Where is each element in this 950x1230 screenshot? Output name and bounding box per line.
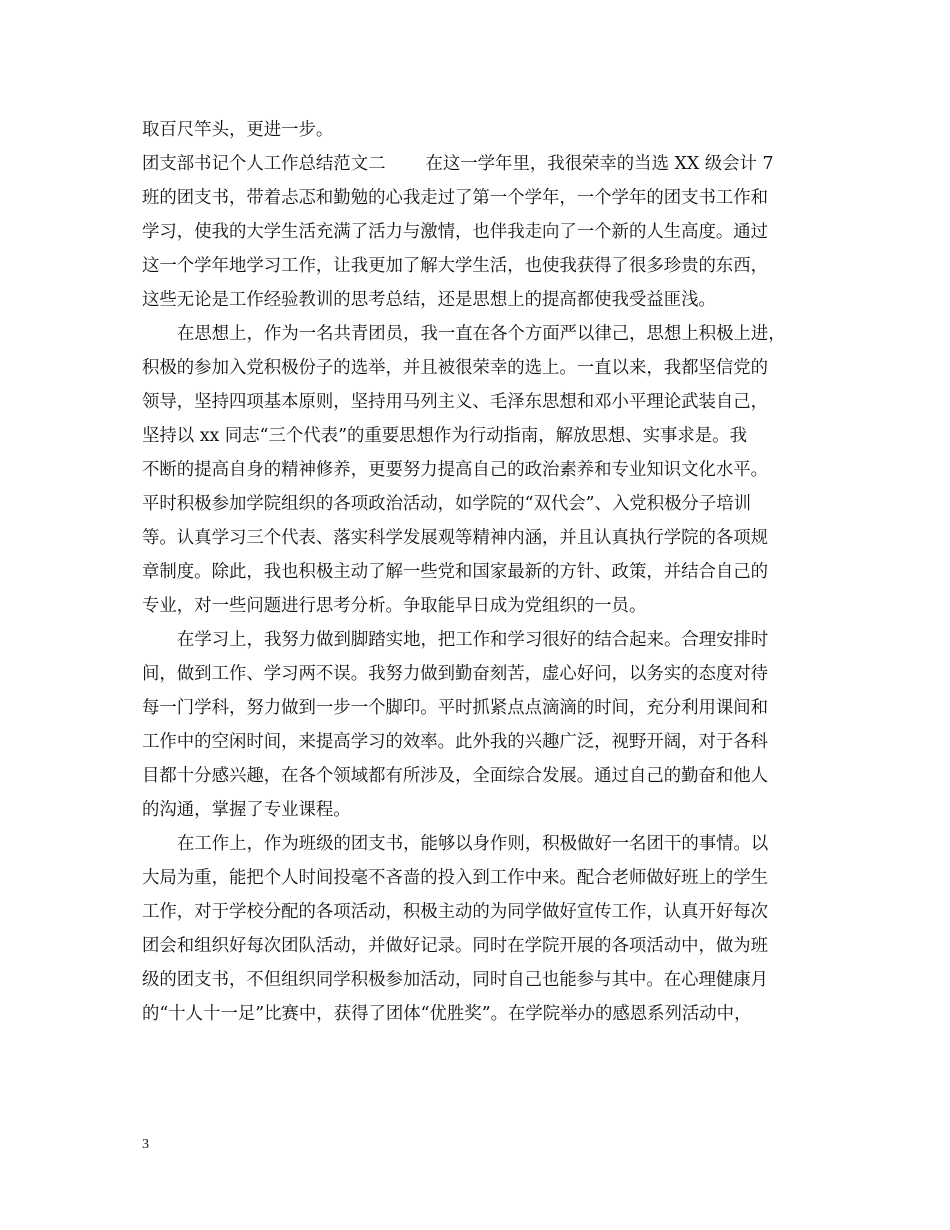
paragraph-3-line-3: 每一门学科，努力做到一步一个脚印。平时抓紧点点滴滴的时间，充分利用课间和 [142, 698, 769, 718]
paragraph-2-line-8: 章制度。除此，我也积极主动了解一些党和国家最新的方针、政策，并结合自己的 [142, 562, 769, 582]
page-number: 3 [142, 1137, 149, 1152]
paragraph-4-line-2: 大局为重，能把个人时间投毫不吝啬的投入到工作中来。配合老师做好班上的学生 [142, 868, 769, 888]
paragraph-1-line-5: 这些无论是工作经验教训的思考总结，还是思想上的提高都使我受益匪浅。 [142, 290, 716, 310]
intro-line: 取百尺竿头，更进一步。 [142, 120, 334, 140]
paragraph-2-line-2: 积极的参加入党积极份子的选举，并且被很荣幸的选上。一直以来，我都坚信党的 [142, 358, 769, 378]
paragraph-3-line-5: 目都十分感兴趣，在各个领域都有所涉及，全面综合发展。通过自己的勤奋和他人 [142, 766, 769, 786]
section-title: 团支部书记个人工作总结范文二 [142, 154, 386, 174]
paragraph-2-line-7: 等。认真学习三个代表、落实科学发展观等精神内涵，并且认真执行学院的各项规 [142, 528, 769, 548]
paragraph-1-line-1: 在这一学年里，我很荣幸的当选 XX 级会计 7 [425, 154, 774, 174]
paragraph-3-line-2: 间，做到工作、学习两不误。我努力做到勤奋刻苦，虚心好问，以务实的态度对待 [142, 664, 769, 684]
paragraph-2-line-9: 专业，对一些问题进行思考分析。争取能早日成为党组织的一员。 [142, 596, 647, 616]
paragraph-2-line-5: 不断的提高自身的精神修养，更要努力提高自己的政治素养和专业知识文化水平。 [142, 460, 769, 480]
paragraph-4-line-6: 的“十人十一足”比赛中，获得了团体“优胜奖”。在学院举办的感恩系列活动中， [142, 1004, 752, 1024]
paragraph-4-line-3: 工作，对于学校分配的各项活动，积极主动的为同学做好宣传工作，认真开好每次 [142, 902, 769, 922]
paragraph-1-line-3: 学习，使我的大学生活充满了活力与激情，也伴我走向了一个新的人生高度。通过 [142, 222, 769, 242]
paragraph-4-line-4: 团会和组织好每次团队活动，并做好记录。同时在学院开展的各项活动中，做为班 [142, 936, 769, 956]
section-heading-line [142, 147, 822, 181]
paragraph-2-line-1: 在思想上，作为一名共青团员，我一直在各个方面严以律己，思想上积极上进， [177, 324, 786, 344]
paragraph-3-line-4: 工作中的空闲时间，来提高学习的效率。此外我的兴趣广泛，视野开阔，对于各科 [142, 732, 769, 752]
paragraph-2-line-6: 平时积极参加学院组织的各项政治活动，如学院的“双代会”、入党积极分子培训 [142, 494, 752, 514]
paragraph-2-line-3: 领导，坚持四项基本原则，坚持用马列主义、毛泽东思想和邓小平理论武装自己， [142, 392, 769, 412]
paragraph-1-line-2: 班的团支书，带着忐忑和勤勉的心我走过了第一个学年，一个学年的团支书工作和 [142, 188, 769, 208]
paragraph-4-line-5: 级的团支书，不但组织同学积极参加活动，同时自己也能参与其中。在心理健康月 [142, 970, 769, 990]
paragraph-2-line-4: 坚持以 xx 同志“三个代表”的重要思想作为行动指南，解放思想、实事求是。我 [142, 426, 747, 446]
paragraph-1-line-4: 这一个学年地学习工作，让我更加了解大学生活，也使我获得了很多珍贵的东西， [142, 256, 769, 276]
paragraph-4-line-1: 在工作上，作为班级的团支书，能够以身作则，积极做好一名团干的事情。以 [177, 834, 769, 854]
document-body [142, 113, 822, 1031]
paragraph-3-line-1: 在学习上，我努力做到脚踏实地，把工作和学习很好的结合起来。合理安排时 [177, 630, 769, 650]
paragraph-3-line-6: 的沟通，掌握了专业课程。 [142, 800, 351, 820]
